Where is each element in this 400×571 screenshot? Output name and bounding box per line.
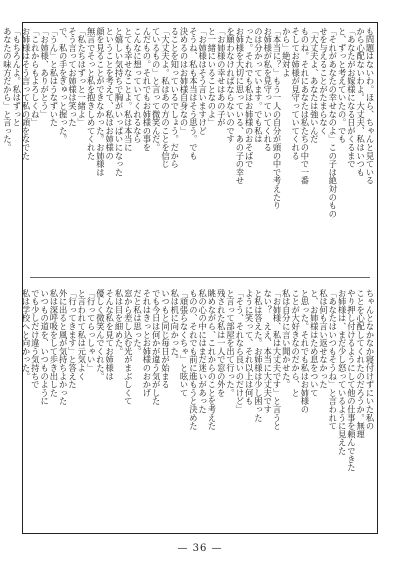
text-column: 「お姉様、ありがとう」	[39, 27, 50, 119]
text-column: 私は深呼吸をして歩き出した	[48, 289, 59, 397]
text-column: と、ずっと考えていたの。でも	[337, 27, 348, 144]
text-column: と一緒にいることなのよ」	[206, 27, 217, 127]
text-column: ことが大好きなのだから、と	[290, 289, 301, 397]
text-column: 外に出ると風が気持ちよかった	[58, 289, 69, 406]
text-column: 「そう、それなら良いのだけど」	[234, 289, 245, 414]
text-column: と言われて私は元気よく	[76, 289, 87, 381]
text-column: と私は答えた。お姉様は少し困った	[253, 289, 264, 422]
text-column: お姉様を大切に思っている、あの子の幸せ	[234, 27, 245, 185]
text-column: 決めるのはお姉様自身なの」	[179, 27, 190, 135]
text-column: 「お姉様はそう言いますけど	[197, 27, 208, 135]
text-column: そしてお姉様が見守っていてくれる	[290, 27, 301, 160]
text-column: と思った。それでも私はお姉様の	[299, 289, 310, 414]
text-column: 「お姉様の幸せはあの子が	[216, 27, 227, 127]
text-column: でも今日は何かが違う気がした	[151, 289, 162, 406]
text-column: ない？ ええ、本当に大丈夫です	[262, 289, 273, 414]
text-column: お姉様は、まだ少し怒っているように見えた	[337, 289, 348, 455]
bottom-text-tier	[21, 289, 375, 530]
text-column: せを与えることがたまらなく	[318, 27, 329, 135]
text-column: と言って部屋を出て行った。	[225, 289, 236, 397]
text-column: から心配ないわよ。大丈夫、私はいつも	[355, 27, 366, 177]
text-column: 顔を見ることができなかった。お姉様は	[95, 27, 106, 177]
text-column: 「大丈夫よ。私はあの方のことを信じ	[160, 27, 171, 169]
text-column: ということを考えて、私はお姉様の	[104, 27, 115, 160]
text-column: 「本当に？」もう一人の自分が頭の中で考えたり	[272, 27, 283, 210]
text-column: 「お姉様、私は大丈夫です」と言うと	[272, 289, 283, 431]
text-column: ているもの」と言って微笑んだ。	[151, 27, 162, 152]
text-column: 残された私は一人で窓の外を	[216, 289, 227, 397]
text-column: 優しく微笑んでくれた。	[95, 289, 106, 381]
text-column: 「私たちはずっと一緒よ」	[76, 27, 87, 127]
tier-divider	[30, 277, 370, 278]
text-column: 私は目を細めた。	[113, 289, 124, 356]
text-column: やり押し付けるようにして他の仕事を頼んできた	[346, 289, 357, 472]
text-column: 私は何も言い返せなかった	[318, 289, 329, 389]
text-column: とても幸せなことよ。私は本当に	[123, 27, 134, 152]
text-column: あなたの味方だから」と言った。	[2, 27, 13, 152]
text-column: でも少しだけ違う気持ちで	[30, 289, 41, 389]
text-column: んだもの。それでもお姉様の事を	[141, 27, 152, 152]
text-column: そうね、私も本当はそう思う。でも	[188, 27, 199, 160]
text-column: で、私の手をぎゅっと握った。	[58, 27, 69, 144]
text-column: と、お姉様はため息をついて	[309, 289, 320, 397]
text-column: 「行ってらっしゃい」	[86, 289, 97, 372]
text-column: ものね。それにあなたは私たちの中で一番	[299, 27, 310, 185]
text-column: を願わなければならないのです	[225, 27, 236, 144]
text-column: 「頑張らなくちゃ」と呟いて	[179, 289, 190, 397]
text-column: のは分かっています。でも私は	[253, 27, 264, 144]
text-column: ように笑って、それ以上は何も	[244, 289, 255, 406]
text-column: それはきっとお姉様のおかげ	[141, 289, 152, 397]
text-column: 眺めながら、これからのことを考えた	[206, 289, 217, 431]
top-text-tier	[2, 27, 375, 263]
text-column: から」絶対よ	[281, 27, 292, 77]
text-column: 「あなたはいつもそうね」と言われて	[327, 289, 338, 431]
text-column: そんな私を見てお姉様は	[104, 289, 115, 381]
text-column: そう言ってお姉様は笑った	[67, 27, 78, 127]
text-column: 私は机に向かった。	[169, 289, 180, 364]
text-column: いつもの道を、いつものように	[39, 289, 50, 406]
text-column: 「行ってきます」と答えた	[67, 289, 78, 389]
text-column: 「うん」と私はうなずいた	[48, 27, 59, 127]
text-column: と嬉しい気持ちで胸がいっぱいになった	[113, 27, 124, 177]
text-column: いつもと同じ毎日が始まる	[160, 289, 171, 389]
text-column: 窓から差し込む光がまぶしくて	[123, 289, 134, 406]
text-column: ることを知っているでしょう。だから	[169, 27, 180, 169]
text-column: 私は学校へと向かった。	[21, 289, 32, 381]
text-column: 「あなたがお嫁様になる日がくるまで	[346, 27, 357, 169]
text-column: 「それがあなたの幸せなのよ」この子は絶対のもの	[327, 27, 338, 218]
text-column: も問題はないわ。ほら、ちゃんと見ている	[365, 27, 375, 185]
text-column: だと私は思った。	[132, 289, 143, 356]
text-column: こんなに想っていてくれるなら	[132, 27, 143, 144]
text-column: 無言でそっと私を抱きしめてくれた	[86, 27, 97, 160]
text-column: 「これからもよろしくね」	[30, 27, 41, 127]
text-column: 私は自分に言い聞かせた。	[281, 289, 292, 389]
text-column: ことを心配してくれたのだろうか。無理	[355, 289, 366, 439]
text-column: お姉様が私を見守っていてくれる	[262, 27, 273, 152]
text-column: ちゃんとなかなか寝付けずにいた私の	[365, 289, 375, 431]
text-column: 私の心の中にはまだ迷いがあった	[197, 289, 208, 414]
page-number: — 36 —	[177, 543, 223, 554]
text-column: 「大丈夫よ、あなたは強いんだ	[309, 27, 320, 144]
text-column: ものの、それでも前に進もうと決めた	[188, 289, 199, 431]
text-column: った。それでも私はお姉様のおそばで	[244, 27, 255, 169]
text-column: お姉様はそう言って私の頭をなでた	[21, 27, 32, 160]
text-column: 「もちろんよ。私はずっと	[11, 27, 22, 127]
